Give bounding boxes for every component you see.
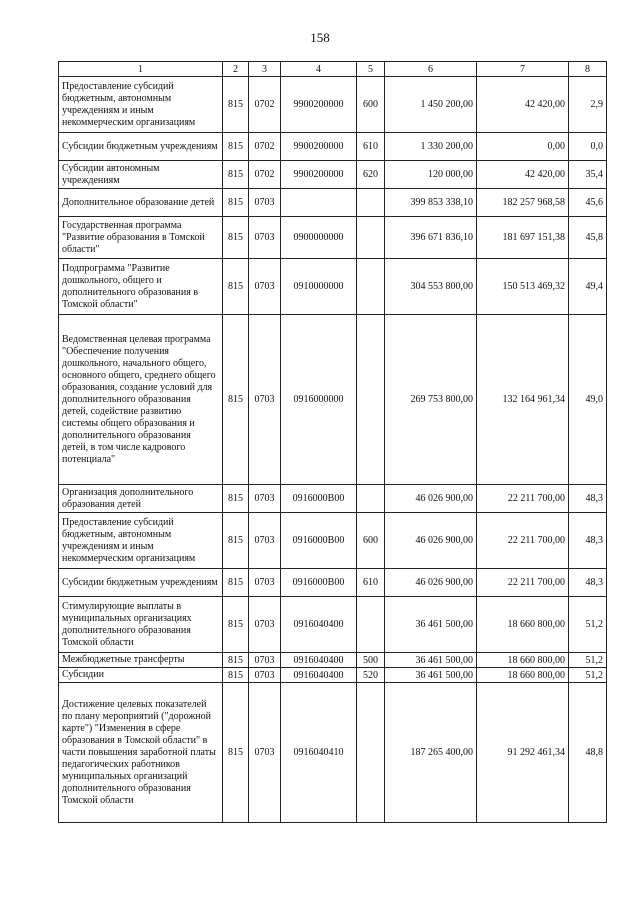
row-name-cell: Субсидии бюджетным учреждениям — [59, 133, 223, 161]
section-cell: 0703 — [249, 189, 281, 217]
kvsr-cell: 815 — [223, 683, 249, 823]
percent-cell: 49,0 — [569, 315, 607, 485]
plan-amount-cell: 46 026 900,00 — [385, 569, 477, 597]
target-article-cell: 0916040400 — [281, 597, 357, 653]
percent-cell: 51,2 — [569, 668, 607, 683]
column-header: 7 — [477, 62, 569, 77]
section-cell: 0702 — [249, 161, 281, 189]
percent-cell: 2,9 — [569, 77, 607, 133]
section-cell: 0703 — [249, 683, 281, 823]
kvsr-cell: 815 — [223, 217, 249, 259]
percent-cell: 0,0 — [569, 133, 607, 161]
row-name-cell: Подпрограмма "Развитие дошкольного, общего и дополнительного образования в Томской области" — [59, 259, 223, 315]
target-article-cell: 0916000В00 — [281, 513, 357, 569]
column-header: 5 — [357, 62, 385, 77]
plan-amount-cell: 269 753 800,00 — [385, 315, 477, 485]
target-article-cell: 0916000В00 — [281, 569, 357, 597]
executed-amount-cell: 150 513 469,32 — [477, 259, 569, 315]
table-row — [59, 668, 607, 683]
row-name-cell: Ведомственная целевая программа "Обеспечение получения дошкольного, начального общего, основного общего, среднего общего образования, создание условий для дополнительного образования детей, содействие развитию системы общего образования и дополнительного образования детей, в том числе кадрового потенциала" — [59, 315, 223, 485]
executed-amount-cell: 0,00 — [477, 133, 569, 161]
table-row — [59, 133, 607, 161]
table-row — [59, 485, 607, 513]
expense-type-cell — [357, 485, 385, 513]
executed-amount-cell: 22 211 700,00 — [477, 569, 569, 597]
row-name-cell: Дополнительное образование детей — [59, 189, 223, 217]
expense-type-cell — [357, 189, 385, 217]
section-cell: 0702 — [249, 133, 281, 161]
executed-amount-cell: 181 697 151,38 — [477, 217, 569, 259]
plan-amount-cell: 1 450 200,00 — [385, 77, 477, 133]
percent-cell: 45,8 — [569, 217, 607, 259]
kvsr-cell: 815 — [223, 259, 249, 315]
plan-amount-cell: 1 330 200,00 — [385, 133, 477, 161]
kvsr-cell: 815 — [223, 653, 249, 668]
column-header: 2 — [223, 62, 249, 77]
percent-cell: 48,3 — [569, 569, 607, 597]
column-header: 6 — [385, 62, 477, 77]
percent-cell: 45,6 — [569, 189, 607, 217]
table-row — [59, 683, 607, 823]
executed-amount-cell: 91 292 461,34 — [477, 683, 569, 823]
plan-amount-cell: 120 000,00 — [385, 161, 477, 189]
expense-type-cell: 520 — [357, 668, 385, 683]
table-row — [59, 513, 607, 569]
percent-cell: 48,3 — [569, 485, 607, 513]
kvsr-cell: 815 — [223, 485, 249, 513]
target-article-cell: 0916000000 — [281, 315, 357, 485]
kvsr-cell: 815 — [223, 668, 249, 683]
percent-cell: 51,2 — [569, 653, 607, 668]
budget-table — [58, 61, 607, 823]
section-cell: 0703 — [249, 513, 281, 569]
section-cell: 0702 — [249, 77, 281, 133]
row-name-cell: Стимулирующие выплаты в муниципальных организациях дополнительного образования Томской области — [59, 597, 223, 653]
table-row — [59, 189, 607, 217]
expense-type-cell — [357, 597, 385, 653]
row-name-cell: Предоставление субсидий бюджетным, автономным учреждениям и иным некоммерческим организациям — [59, 513, 223, 569]
kvsr-cell: 815 — [223, 161, 249, 189]
kvsr-cell: 815 — [223, 569, 249, 597]
percent-cell: 49,4 — [569, 259, 607, 315]
executed-amount-cell: 18 660 800,00 — [477, 668, 569, 683]
expense-type-cell — [357, 683, 385, 823]
row-name-cell: Организация дополнительного образования детей — [59, 485, 223, 513]
plan-amount-cell: 36 461 500,00 — [385, 597, 477, 653]
row-name-cell: Субсидии — [59, 668, 223, 683]
table-row — [59, 653, 607, 668]
executed-amount-cell: 182 257 968,58 — [477, 189, 569, 217]
plan-amount-cell: 36 461 500,00 — [385, 653, 477, 668]
expense-type-cell — [357, 217, 385, 259]
percent-cell: 35,4 — [569, 161, 607, 189]
table-row — [59, 77, 607, 133]
row-name-cell: Субсидии бюджетным учреждениям — [59, 569, 223, 597]
table-row — [59, 217, 607, 259]
row-name-cell: Субсидии автономным учреждениям — [59, 161, 223, 189]
target-article-cell: 9900200000 — [281, 77, 357, 133]
row-name-cell: Межбюджетные трансферты — [59, 653, 223, 668]
column-header: 4 — [281, 62, 357, 77]
row-name-cell: Государственная программа "Развитие образования в Томской области" — [59, 217, 223, 259]
table-row — [59, 259, 607, 315]
table-row — [59, 597, 607, 653]
target-article-cell: 0900000000 — [281, 217, 357, 259]
kvsr-cell: 815 — [223, 513, 249, 569]
plan-amount-cell: 187 265 400,00 — [385, 683, 477, 823]
column-header: 8 — [569, 62, 607, 77]
expense-type-cell: 610 — [357, 569, 385, 597]
column-header: 3 — [249, 62, 281, 77]
executed-amount-cell: 42 420,00 — [477, 161, 569, 189]
kvsr-cell: 815 — [223, 189, 249, 217]
column-header: 1 — [59, 62, 223, 77]
executed-amount-cell: 42 420,00 — [477, 77, 569, 133]
executed-amount-cell: 18 660 800,00 — [477, 597, 569, 653]
section-cell: 0703 — [249, 569, 281, 597]
plan-amount-cell: 304 553 800,00 — [385, 259, 477, 315]
row-name-cell: Достижение целевых показателей по плану мероприятий ("дорожной карте") "Изменения в сфере образования в Томской области" в части повышения заработной платы педагогических работников муниципальных организаций дополнительного образования Томской области — [59, 683, 223, 823]
expense-type-cell: 620 — [357, 161, 385, 189]
kvsr-cell: 815 — [223, 315, 249, 485]
header-row — [59, 62, 607, 77]
section-cell: 0703 — [249, 259, 281, 315]
percent-cell: 48,3 — [569, 513, 607, 569]
section-cell: 0703 — [249, 217, 281, 259]
kvsr-cell: 815 — [223, 133, 249, 161]
section-cell: 0703 — [249, 485, 281, 513]
percent-cell: 48,8 — [569, 683, 607, 823]
executed-amount-cell: 132 164 961,34 — [477, 315, 569, 485]
target-article-cell: 0910000000 — [281, 259, 357, 315]
section-cell: 0703 — [249, 315, 281, 485]
plan-amount-cell: 36 461 500,00 — [385, 668, 477, 683]
target-article-cell: 9900200000 — [281, 133, 357, 161]
section-cell: 0703 — [249, 597, 281, 653]
table-row — [59, 161, 607, 189]
target-article-cell: 0916040400 — [281, 653, 357, 668]
expense-type-cell — [357, 315, 385, 485]
executed-amount-cell: 18 660 800,00 — [477, 653, 569, 668]
expense-type-cell: 600 — [357, 77, 385, 133]
kvsr-cell: 815 — [223, 597, 249, 653]
row-name-cell: Предоставление субсидий бюджетным, автономным учреждениям и иным некоммерческим организациям — [59, 77, 223, 133]
plan-amount-cell: 46 026 900,00 — [385, 513, 477, 569]
target-article-cell: 9900200000 — [281, 161, 357, 189]
expense-type-cell: 500 — [357, 653, 385, 668]
expense-type-cell: 610 — [357, 133, 385, 161]
target-article-cell — [281, 189, 357, 217]
kvsr-cell: 815 — [223, 77, 249, 133]
expense-type-cell — [357, 259, 385, 315]
target-article-cell: 0916040410 — [281, 683, 357, 823]
target-article-cell: 0916040400 — [281, 668, 357, 683]
page-number: 158 — [310, 30, 330, 45]
table-row — [59, 315, 607, 485]
plan-amount-cell: 396 671 836,10 — [385, 217, 477, 259]
table-row — [59, 569, 607, 597]
executed-amount-cell: 22 211 700,00 — [477, 513, 569, 569]
plan-amount-cell: 46 026 900,00 — [385, 485, 477, 513]
expense-type-cell: 600 — [357, 513, 385, 569]
section-cell: 0703 — [249, 668, 281, 683]
percent-cell: 51,2 — [569, 597, 607, 653]
section-cell: 0703 — [249, 653, 281, 668]
plan-amount-cell: 399 853 338,10 — [385, 189, 477, 217]
target-article-cell: 0916000В00 — [281, 485, 357, 513]
executed-amount-cell: 22 211 700,00 — [477, 485, 569, 513]
